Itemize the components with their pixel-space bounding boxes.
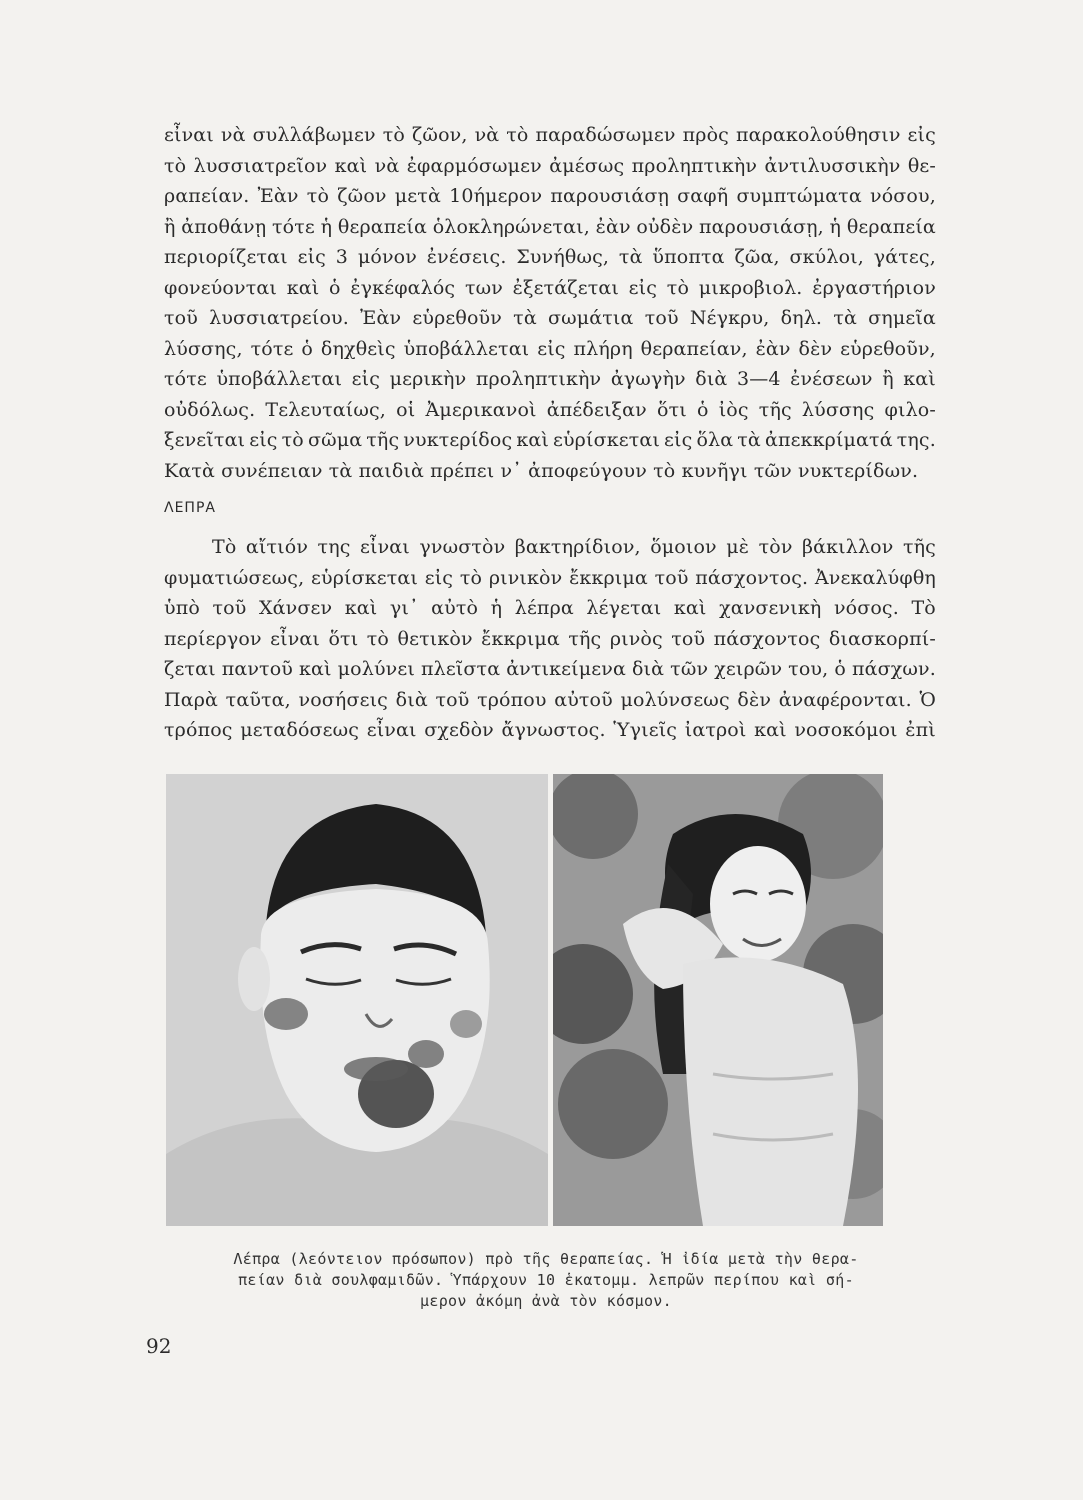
text-line: Τὸ αἴτιόν της εἶναι γνωστὸν βακτηρίδιον, ὅμοιον μὲ τὸν βάκιλλον τῆς: [212, 536, 936, 558]
text-line: εἶναι νὰ συλλάβωμεν τὸ ζῶον, νὰ τὸ παραδώσωμεν πρὸς παρακολούθησιν εἰς: [164, 124, 936, 146]
text-line: ξενεῖται εἰς τὸ σῶμα τῆς νυκτερίδος καὶ εὑρίσκεται εἰς ὅλα τὰ ἀπεκκρίματά της.: [164, 429, 936, 451]
text-line: φονεύονται καὶ ὁ ἐγκέφαλός των ἐξετάζεται εἰς τὸ μικροβιολ. ἐργαστήριον: [164, 276, 936, 299]
section-heading: ΛΕΠΡΑ: [164, 500, 216, 516]
paragraph-leprosy: [164, 532, 936, 746]
photo-after-treatment: [553, 774, 883, 1226]
text-line: ραπείαν. Ἐὰν τὸ ζῶον μετὰ 10ήμερον παρουσιάσῃ σαφῆ συμπτώματα νόσου,: [164, 185, 936, 207]
text-line: ὑπὸ τοῦ Χάνσεν καὶ γι᾽ αὐτὸ ἡ λέπρα λέγεται καὶ χανσενικὴ νόσος. Τὸ: [164, 597, 936, 619]
photo-before-treatment: [166, 774, 548, 1226]
text-line: λύσσης, τότε ὁ δηχθεὶς ὑποβάλλεται εἰς πλήρη θεραπείαν, ἐὰν δὲν εὑρεθοῦν,: [164, 337, 936, 360]
text-line: τότε ὑποβάλλεται εἰς μερικὴν προληπτικὴν ἀγωγὴν διὰ 3—4 ἐνέσεων ἢ καὶ: [164, 368, 936, 390]
caption-line: μερον ἀκόμη ἀνὰ τὸν κόσμον.: [420, 1292, 672, 1310]
text-line: ζεται παντοῦ καὶ μολύνει πλεῖστα ἀντικείμενα διὰ τῶν χειρῶν του, ὁ πάσχων.: [164, 658, 936, 680]
text-line: τὸ λυσσιατρεῖον καὶ νὰ ἐφαρμόσωμεν ἀμέσως προληπτικὴν ἀντιλυσσικὴν θε-: [164, 154, 936, 177]
figure-caption: [196, 1249, 896, 1312]
text-line: περιορίζεται εἰς 3 μόνον ἐνέσεις. Συνήθως, τὰ ὕποπτα ζῶα, σκύλοι, γάτες,: [164, 246, 936, 268]
text-line: οὐδόλως. Τελευταίως, οἱ Ἀμερικανοὶ ἀπέδειξαν ὅτι ὁ ἰὸς τῆς λύσσης φιλο-: [164, 398, 936, 421]
page-number: 92: [146, 1334, 172, 1358]
caption-line: πείαν διὰ σουλφαμιδῶν. Ὑπάρχουν 10 ἑκατομμ. λεπρῶν περίπου καὶ σή-: [238, 1271, 854, 1289]
text-line: φυματιώσεως, εὑρίσκεται εἰς τὸ ρινικὸν ἔκκριμα τοῦ πάσχοντος. Ἀνεκαλύφθη: [164, 566, 936, 589]
caption-line: Λέπρα (λεόντειον πρόσωπον) πρὸ τῆς θεραπείας. Ἡ ἰδία μετὰ τὴν θερα-: [233, 1250, 859, 1268]
text-line: τρόπος μεταδόσεως εἶναι σχεδὸν ἄγνωστος. Ὑγιεῖς ἰατροὶ καὶ νοσοκόμοι ἐπὶ: [164, 719, 936, 741]
paragraph-rabies: [164, 120, 936, 486]
text-line: ἢ ἀποθάνῃ τότε ἡ θεραπεία ὁλοκληρώνεται, ἐὰν οὐδὲν παρουσιάσῃ, ἡ θεραπεία: [164, 215, 936, 238]
text-line: Παρὰ ταῦτα, νοσήσεις διὰ τοῦ τρόπου αὐτοῦ μολύνσεως δὲν ἀναφέρονται. Ὁ: [164, 688, 936, 711]
text-line: τοῦ λυσσιατρείου. Ἐὰν εὑρεθοῦν τὰ σωμάτια τοῦ Νέγκρυ, δηλ. τὰ σημεῖα: [164, 307, 936, 329]
text-line: Κατὰ συνέπειαν τὰ παιδιὰ πρέπει ν᾽ ἀποφεύγουν τὸ κυνῆγι τῶν νυκτερίδων.: [164, 459, 919, 482]
text-line: περίεργον εἶναι ὅτι τὸ θετικὸν ἔκκριμα τῆς ρινὸς τοῦ πάσχοντος διασκορπί-: [164, 627, 936, 650]
